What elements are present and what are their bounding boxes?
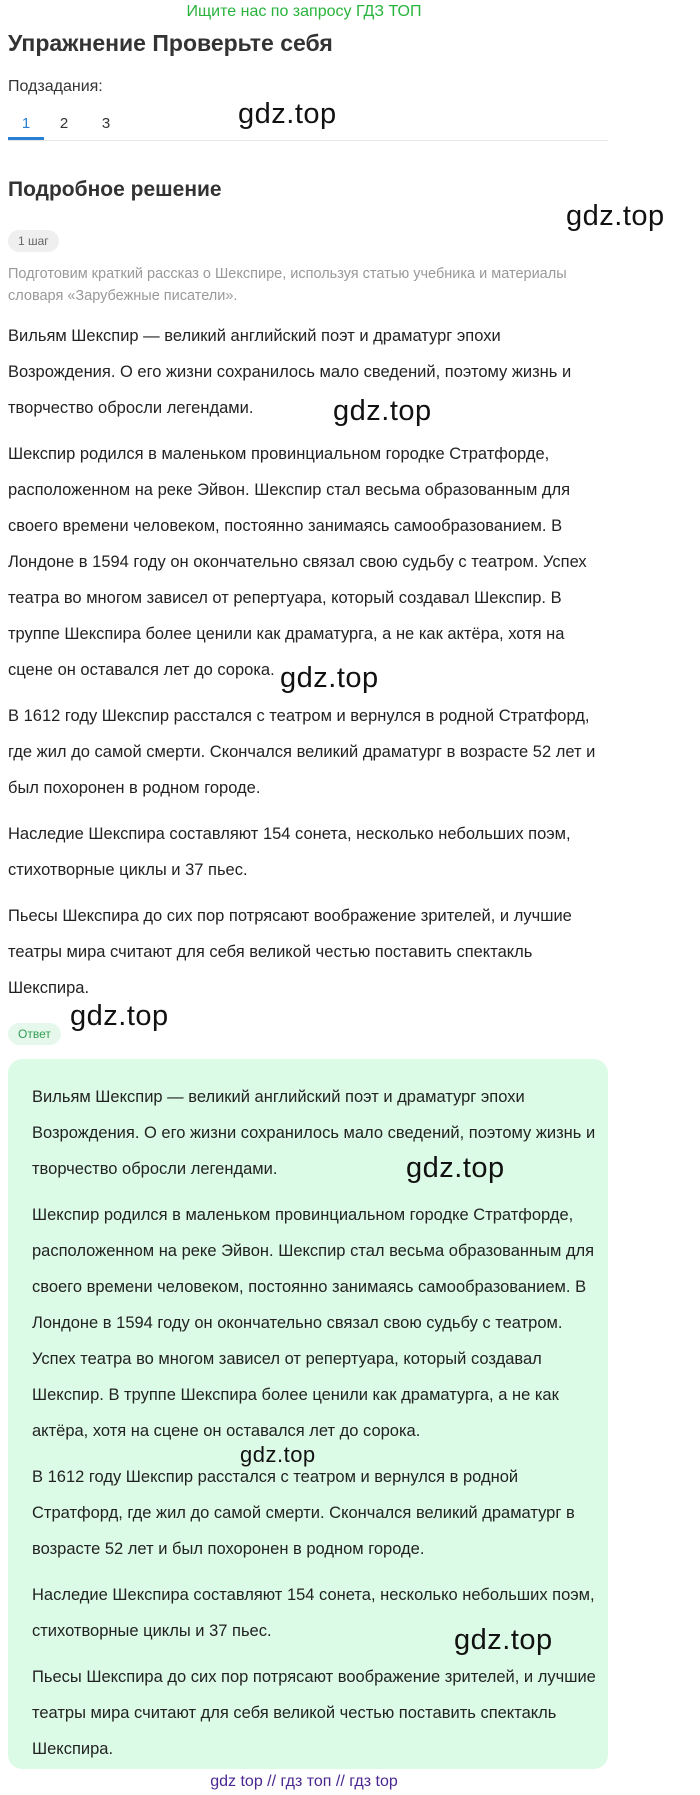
footer-links [0,1771,608,1793]
footer-link[interactable]: гдз топ [280,1773,332,1790]
solution-paragraph: Вильям Шекспир — великий английский поэт и драматург эпохи Возрождения. О его жизни сохранилось мало сведений, поэтому жизнь и творчество обросли легендами. [8,327,572,417]
watermark: gdz.top [566,200,665,232]
page-title: Упражнение Проверьте себя [8,30,333,56]
solution-intro: Подготовим краткий рассказ о Шекспире, используя статью учебника и материалы словаря «Зарубежные писатели». [8,266,567,304]
answer-paragraph: В 1612 году Шекспир расстался с театром и вернулся в родной Стратфорд, где жил до самой смерти. Скончался великий драматург в возрасте 52 лет и был похоронен в родном городе. [32,1468,575,1558]
watermark: gdz.top [70,1000,169,1032]
watermark: gdz.top [240,1442,316,1467]
active-tab-indicator [8,137,44,140]
solution-paragraph: Шекспир родился в маленьком провинциальном городке Стратфорде, расположенном на реке Эйвон. Шекспир стал весьма образованным для своего времени человеком, постоянно занимаясь самообразованием. В Лондоне в 1594 году он окончательно связал свою судьбу с театром. Успех театра во многом зависел от репертуара, который создавал Шекспир. В труппе Шекспира более ценили как драматурга, а не как актёра, хотя на сцене он оставался лет до сорока. [8,445,587,679]
watermark: gdz.top [333,395,432,427]
tab-2[interactable]: 2 [59,115,69,132]
footer-separator: // [267,1773,277,1790]
section-title: Подробное решение [8,178,222,201]
footer-link[interactable]: gdz top [210,1773,263,1790]
watermark: gdz.top [238,98,337,130]
tab-3[interactable]: 3 [101,115,111,132]
answer-box [8,1059,608,1769]
watermark: gdz.top [454,1624,553,1656]
tab-1[interactable]: 1 [21,115,31,132]
subtasks-label: Подзадания: [8,78,103,95]
answer-paragraph: Пьесы Шекспира до сих пор потрясают воображение зрителей, и лучшие театры мира считают для себя великой честью поставить спектакль Шекспира. [32,1668,596,1758]
answer-paragraph: Шекспир родился в маленьком провинциальном городке Стратфорде, расположенном на реке Эйвон. Шекспир стал весьма образованным для своего времени человеком, постоянно занимаясь самообразованием. В Лондоне в 1594 году он окончательно связал свою судьбу с театром. Успех театра во многом зависел от репертуара, который создавал Шекспир. В труппе Шекспира более ценили как драматурга, а не как актёра, хотя на сцене он оставался лет до сорока. [32,1206,595,1440]
solution-paragraph: Пьесы Шекспира до сих пор потрясают воображение зрителей, и лучшие театры мира считают для себя великой честью поставить спектакль Шекспира. [8,907,572,997]
answer-paragraph: Вильям Шекспир — великий английский поэт и драматург эпохи Возрождения. О его жизни сохранилось мало сведений, поэтому жизнь и творчество обросли легендами. [32,1088,596,1178]
watermark: gdz.top [280,662,379,694]
footer-separator: // [335,1773,345,1790]
answer-paragraph: Наследие Шекспира составляют 154 сонета, несколько небольших поэм, стихотворные циклы и 37 пьес. [32,1586,595,1640]
solution-paragraph: Наследие Шекспира составляют 154 сонета, несколько небольших поэм, стихотворные циклы и 37 пьес. [8,825,571,879]
solution-paragraph: В 1612 году Шекспир расстался с театром и вернулся в родной Стратфорд, где жил до самой смерти. Скончался великий драматург в возрасте 52 лет и был похоронен в родном городе. [8,707,596,797]
promo-banner[interactable]: Ищите нас по запросу ГДЗ ТОП [186,3,422,20]
footer-link[interactable]: гдз top [349,1773,398,1790]
step-badge: 1 шаг [8,230,59,252]
watermark: gdz.top [406,1152,505,1184]
answer-badge: Ответ [8,1023,61,1045]
